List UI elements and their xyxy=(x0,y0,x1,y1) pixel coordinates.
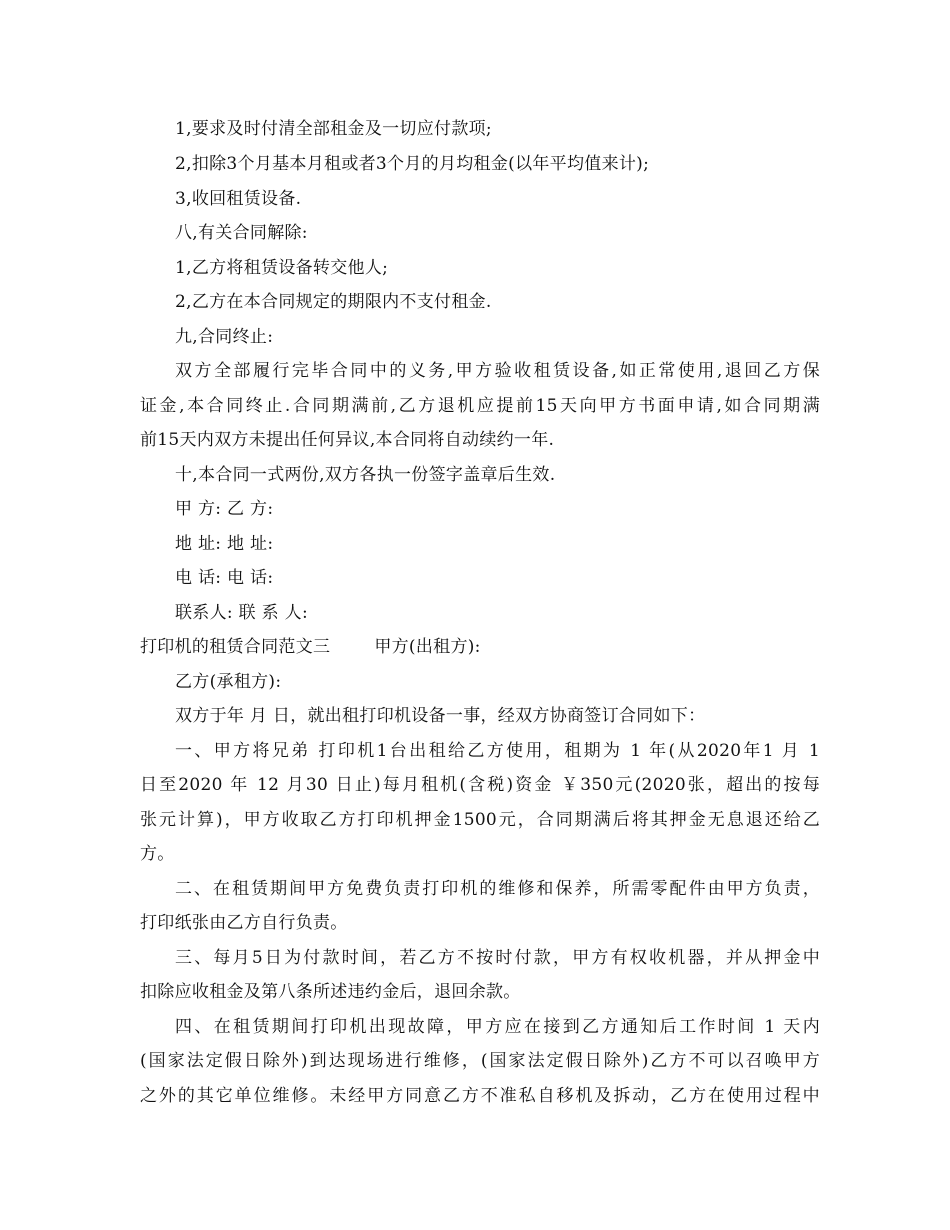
article-4-line-2: (国家法定假日除外)到达现场进行维修，(国家法定假日除外)乙方不可以召唤甲方 xyxy=(140,1051,820,1071)
section-title-line xyxy=(140,635,820,659)
article-4-line-3: 之外的其它单位维修。未经甲方同意乙方不准私自移机及拆动，乙方在使用过程中 xyxy=(140,1086,820,1106)
article-1-line-2: 日至2020 年 12 月30 日止)每月租机(含税)资金 ￥350元(2020张，超出的按每 xyxy=(140,775,820,795)
article-3-line-1: 三、每月5日为付款时间，若乙方不按时付款，甲方有权收机器，并从押金中 xyxy=(175,948,820,968)
clause-7-item-2: 2,扣除3个月基本月租或者3个月的月均租金(以年平均值来计); xyxy=(175,154,650,174)
clause-8-item-2: 2,乙方在本合同规定的期限内不支付租金. xyxy=(175,292,492,312)
article-1-line-1: 一、甲方将兄弟 打印机1台出租给乙方使用，租期为 1 年(从2020年1 月 1 xyxy=(175,741,820,761)
signature-party: 甲 方: 乙 方: xyxy=(175,499,274,519)
clause-8-heading: 八,有关合同解除: xyxy=(175,223,308,243)
clause-9-paragraph-line-3: 前15天内双方未提出任何异议,本合同将自动续约一年. xyxy=(140,430,555,450)
article-1-line-4: 方。 xyxy=(140,844,175,864)
clause-9-paragraph-line-1: 双方全部履行完毕合同中的义务,甲方验收租赁设备,如正常使用,退回乙方保 xyxy=(175,361,820,381)
clause-9-heading: 九,合同终止: xyxy=(175,327,274,347)
article-4-line-1: 四、在租赁期间打印机出现故障，甲方应在接到乙方通知后工作时间 1 天内 xyxy=(175,1017,820,1037)
clause-9-paragraph-line-2: 证金,本合同终止.合同期满前,乙方退机应提前15天向甲方书面申请,如合同期满 xyxy=(140,396,820,416)
clause-10-paragraph: 十,本合同一式两份,双方各执一份签字盖章后生效. xyxy=(175,465,556,485)
lessee-label: 乙方(承租方): xyxy=(175,672,282,692)
article-1-line-3: 张元计算)，甲方收取乙方打印机押金1500元，合同期满后将其押金无息退还给乙 xyxy=(140,810,820,830)
signature-phone: 电 话: 电 话: xyxy=(175,568,274,588)
signature-contact: 联系人: 联 系 人: xyxy=(175,603,308,623)
article-2-line-1: 二、在租赁期间甲方免费负责打印机的维修和保养，所需零配件由甲方负责， xyxy=(175,879,820,899)
template-title: 打印机的租赁合同范文三 xyxy=(140,637,331,657)
signature-address: 地 址: 地 址: xyxy=(175,534,274,554)
clause-7-item-3: 3,收回租赁设备. xyxy=(175,189,302,209)
lessor-label: 甲方(出租方): xyxy=(374,637,481,657)
article-3-line-2: 扣除应收租金及第八条所述违约金后，退回余款。 xyxy=(140,982,521,1002)
contract-intro: 双方于年 月 日，就出租打印机设备一事，经双方协商签订合同如下： xyxy=(175,706,706,726)
clause-7-item-1: 1,要求及时付清全部租金及一切应付款项; xyxy=(175,119,492,139)
article-2-line-2: 打印纸张由乙方自行负责。 xyxy=(140,913,348,933)
clause-8-item-1: 1,乙方将租赁设备转交他人; xyxy=(175,258,389,278)
